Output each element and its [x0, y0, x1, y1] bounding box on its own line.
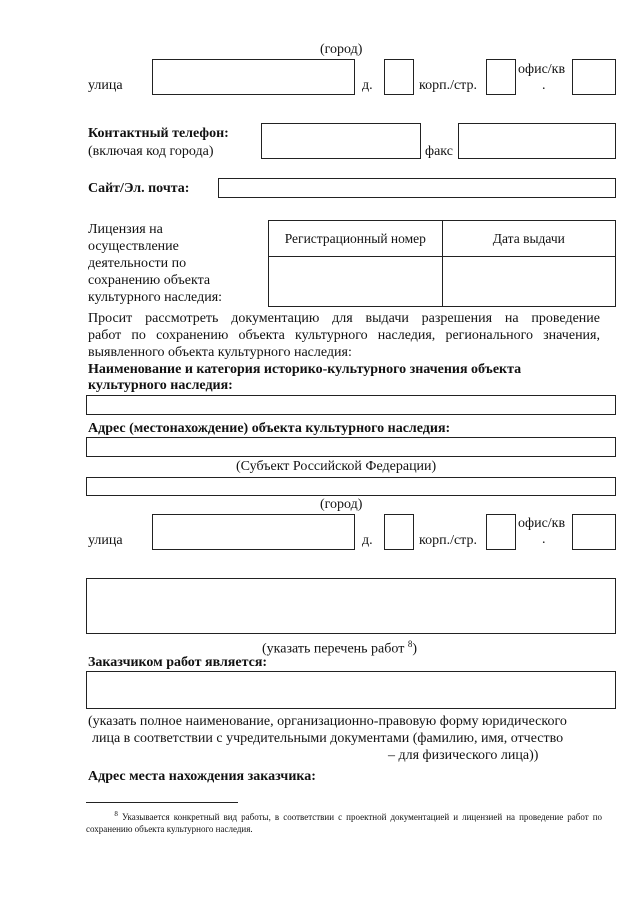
city-caption-1: (город)	[320, 42, 363, 57]
license-column-header: Дата выдачи	[442, 221, 615, 257]
works-caption	[262, 636, 417, 658]
city-caption-2: (город)	[320, 497, 363, 512]
fax-label: факс	[425, 144, 453, 159]
office-dot-1: .	[542, 78, 546, 93]
building-input-2[interactable]	[486, 514, 516, 550]
office-input-2[interactable]	[572, 514, 616, 550]
footnote-text: Указывается конкретный вид работы, в соответствии с проектной документацией и лицензией на проведение работ по сохранению объекта культурного наследия.	[86, 812, 603, 834]
customer-caption-line: лица в соответствии с учредительными документами (фамилию, имя, отчество	[92, 731, 564, 746]
object-name-heading: Наименование и категория историко-культурного значения объекта	[88, 362, 522, 377]
house-input-2[interactable]	[384, 514, 414, 550]
phone-label: Контактный телефон:	[88, 126, 229, 141]
footnote	[86, 808, 602, 835]
works-caption-end: )	[412, 641, 417, 657]
phone-sublabel: (включая код города)	[88, 144, 214, 159]
license-label-line: Лицензия на	[88, 222, 163, 237]
footnote-separator	[86, 802, 238, 803]
street-label-1: улица	[88, 78, 123, 93]
works-list-input[interactable]	[86, 578, 616, 634]
object-name-input[interactable]	[86, 395, 616, 415]
office-dot-2: .	[542, 532, 546, 547]
building-input-1[interactable]	[486, 59, 516, 95]
office-label-2: офис/кв	[518, 516, 566, 531]
customer-address-heading: Адрес места нахождения заказчика:	[88, 769, 316, 784]
street-label-2: улица	[88, 533, 123, 548]
site-email-input[interactable]	[218, 178, 616, 198]
site-email-label: Сайт/Эл. почта:	[88, 181, 190, 196]
request-text-line: работ по сохранению объекта культурного наследия, регионального значения,	[88, 328, 600, 343]
license-column-header: Регистрационный номер	[269, 221, 443, 257]
license-label-line: культурного наследия:	[88, 290, 223, 305]
street-input-1[interactable]	[152, 59, 355, 95]
license-table	[268, 220, 616, 307]
office-label-1: офис/кв	[518, 62, 566, 77]
customer-heading: Заказчиком работ является:	[88, 655, 268, 670]
request-text-line: выявленного объекта культурного наследия:	[88, 345, 352, 360]
license-date-cell[interactable]	[442, 257, 615, 307]
phone-input[interactable]	[261, 123, 421, 159]
works-footnote-mark: 8	[407, 639, 413, 649]
object-name-heading-2: культурного наследия:	[88, 378, 233, 393]
license-number-cell[interactable]	[269, 257, 443, 307]
license-label-line: осуществление	[88, 239, 179, 254]
house-label-1: д.	[362, 78, 373, 93]
customer-caption-line: – для физического лица))	[388, 748, 539, 763]
works-caption-text: (указать перечень работ	[262, 641, 405, 657]
license-label-line: сохранению объекта	[88, 273, 211, 288]
footnote-mark: 8	[114, 810, 118, 818]
subject-input[interactable]	[86, 477, 616, 496]
request-text-line: Просит рассмотреть документацию для выдачи разрешения на проведение	[88, 311, 600, 326]
street-input-2[interactable]	[152, 514, 355, 550]
building-label-2: корп./стр.	[419, 533, 477, 548]
house-label-2: д.	[362, 533, 373, 548]
object-address-input[interactable]	[86, 437, 616, 457]
customer-caption-line: (указать полное наименование, организационно-правовую форму юридического	[88, 714, 567, 729]
building-label-1: корп./стр.	[419, 78, 477, 93]
house-input-1[interactable]	[384, 59, 414, 95]
customer-input[interactable]	[86, 671, 616, 709]
object-address-heading: Адрес (местонахождение) объекта культурного наследия:	[88, 421, 451, 436]
subject-caption: (Субъект Российской Федерации)	[236, 459, 437, 474]
license-label-line: деятельности по	[88, 256, 187, 271]
office-input-1[interactable]	[572, 59, 616, 95]
fax-input[interactable]	[458, 123, 616, 159]
